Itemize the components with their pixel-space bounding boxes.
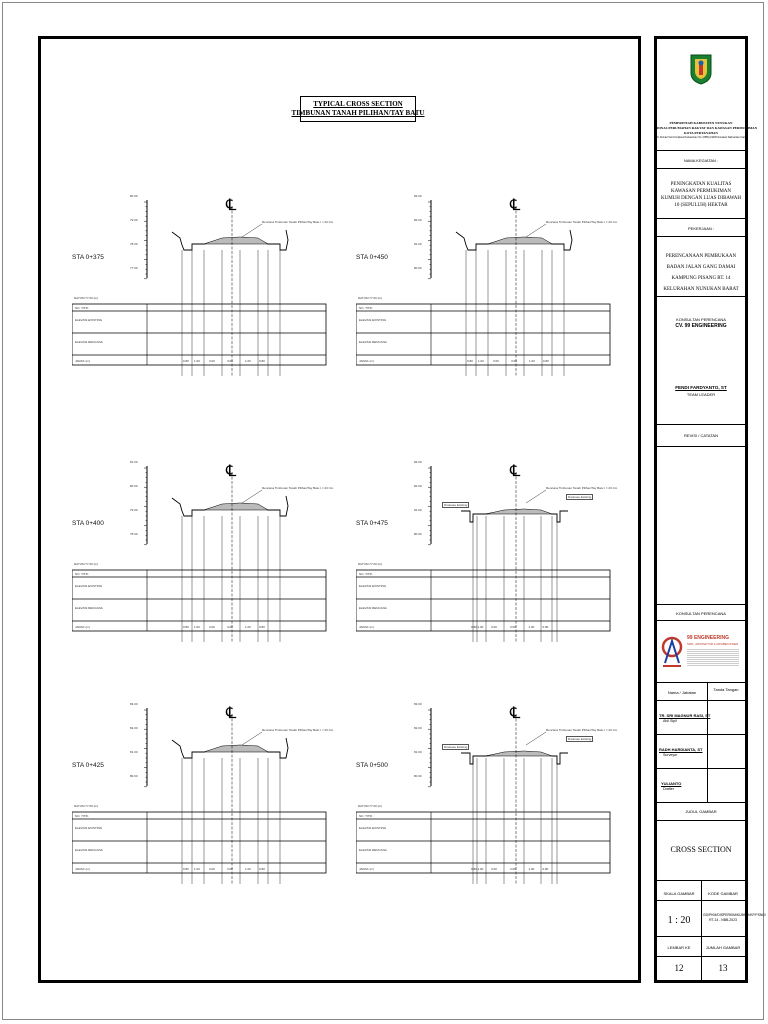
station-label: STA 0+450 [356, 254, 388, 261]
elevation-tick-label: 83.00 [414, 702, 422, 706]
table-row-label: ELEVASI EXISTING [75, 826, 103, 830]
cross-section-6 [356, 700, 618, 886]
consultant-name: CV. 99 ENGINEERING [675, 323, 727, 329]
drainage-label-left: Drainase Existing [444, 745, 468, 749]
elevation-tick-label: 80.00 [414, 774, 422, 778]
distance-value: 0.80 [259, 867, 265, 871]
distance-value: 0.80 [183, 625, 189, 629]
data-table [356, 570, 610, 631]
distance-value: 0.80 [542, 625, 549, 629]
drainage-label-right: Drainase Existing [568, 495, 592, 499]
activity-header: NAMA KEGIATAN : [683, 158, 719, 163]
nama-jabatan: Nama / Jabatan [667, 690, 697, 695]
elevation-tick-label: 83.00 [414, 460, 422, 464]
datum-label: DATUM 77.00 (m) [358, 562, 383, 566]
distance-value: 3.00 [209, 359, 215, 363]
elevation-tick-label: 80.00 [414, 532, 422, 536]
staff-header-cell [657, 683, 745, 701]
activity-text: PENINGKATAN KUALITAS KAWASAN PERMUKIMAN KUMUH DENGAN LUAS DIBAWAH 10 (SEPULUH) HEKTAR [661, 182, 742, 208]
data-table [72, 304, 326, 365]
total-value: 13 [718, 963, 728, 973]
revision-header-cell [657, 425, 745, 447]
org-line4: Jl. Ahmad Yani Kompleks Perkantoran Tel. (0556) 21000 Nunukan Kalimantan Utara [657, 136, 747, 139]
staff-row-3 [657, 769, 745, 803]
distance-value: 3.00 [510, 867, 516, 871]
distance-value: 0.80 [183, 867, 189, 871]
scale-value: 1 : 20 [667, 915, 691, 926]
distance-value: 3.00 [491, 867, 497, 871]
table-row-label: ELEVASI EXISTING [359, 826, 387, 830]
centerline-symbol: ℄ [510, 197, 521, 214]
total-header: JUMLAH GAMBAR [705, 945, 741, 950]
table-row-label: JARAK (m) [75, 359, 90, 363]
fill-layer [204, 237, 268, 244]
table-row-label: ELEVASI RENCANA [75, 606, 103, 610]
fill-note: Rencana Timbunan Tanah Pilihan/Tay Batu t = 20 Cm [262, 728, 334, 732]
elevation-tick-label: 82.00 [414, 726, 422, 730]
leader-name: FENDI FARDYANTO, ST [675, 385, 727, 390]
table-row-label: NO. TITIK [75, 814, 89, 818]
data-table [356, 304, 610, 365]
distance-value: 0.80 [259, 625, 265, 629]
table-row-label: ELEVASI RENCANA [75, 340, 103, 344]
staff-row-2 [657, 735, 745, 769]
logo-sub: SIPIL, ARSITEKTUR & ARSIBEKONSER [687, 642, 739, 646]
staff-name-3: YULIANTO [661, 781, 682, 786]
sheet-header: LEMBAR KE [667, 945, 691, 950]
leader-role: TEAM LEADER [686, 392, 716, 397]
elevation-tick-label: 81.00 [414, 508, 422, 512]
centerline-symbol: ℄ [226, 705, 237, 722]
logo-address-lines [687, 648, 739, 666]
distance-value: 0.80 [471, 867, 477, 871]
distance-value: 3.00 [227, 359, 233, 363]
revision-header: REVISI / CATATAN [684, 433, 718, 438]
table-row-label: ELEVASI RENCANA [359, 340, 387, 344]
table-row-label: NO. TITIK [75, 306, 89, 310]
fill-layer [204, 503, 268, 510]
drawing-title-header-cell [657, 803, 745, 821]
centerline-symbol: ℄ [510, 705, 521, 722]
table-row-label: NO. TITIK [359, 814, 373, 818]
fill-note: Rencana Timbunan Tanah Pilihan/Tay Batu t = 20 Cm [546, 728, 618, 732]
sheet-header-cell [657, 937, 745, 957]
table-row-label: ELEVASI EXISTING [359, 318, 387, 322]
drawing-title: CROSS SECTION [670, 845, 732, 854]
centerline-symbol: ℄ [226, 197, 237, 214]
fill-layer [486, 751, 552, 756]
elevation-tick-label: 80.00 [130, 484, 138, 488]
distance-value: 3.00 [209, 625, 215, 629]
code-value: GD/PKM/DISPERKIM/KUMUH/KP.PSNG/ RT-14 - NBB-2023 [703, 913, 766, 922]
job-cell [657, 237, 745, 297]
distance-value: 3.00 [493, 359, 499, 363]
staff-name-2: RADH HARDIANTA, ST [659, 747, 703, 752]
drawing-title-cell [657, 821, 745, 881]
elevation-tick-label: 81.00 [414, 242, 422, 246]
staff-name-1: TR. SRI MAGNUR RASI, ST [659, 713, 711, 718]
sheet-value: 12 [674, 963, 684, 973]
drainage-label-right: Drainase Existing [568, 737, 592, 741]
consultant-header2: KONSULTAN PERENCANA [676, 611, 726, 616]
table-row-label: ELEVASI EXISTING [75, 318, 103, 322]
org-line3: KOTA PERTANAHAN [684, 131, 718, 135]
station-label: STA 0+375 [72, 254, 104, 261]
table-row-label: JARAK (m) [75, 867, 90, 871]
activity-cell [657, 169, 745, 219]
scale-header: SKALA GAMBAR [663, 891, 695, 896]
station-label: STA 0+500 [356, 762, 388, 769]
elevation-tick-label: 83.00 [414, 194, 422, 198]
scale-code-header-cell [657, 881, 745, 901]
distance-value: 3.00 [491, 625, 497, 629]
elevation-tick-label: 81.00 [130, 750, 138, 754]
data-table [72, 812, 326, 873]
consultant-logo-cell [657, 621, 745, 683]
fill-layer [486, 509, 552, 514]
elevation-tick-label: 82.00 [130, 726, 138, 730]
distance-value: 1.00 [477, 625, 484, 629]
table-row-label: JARAK (m) [75, 625, 90, 629]
datum-label: DATUM 77.00 (m) [74, 804, 99, 808]
distance-value: 1.00 [478, 359, 484, 363]
consultant-label: KONSULTAN PERENCANA [676, 317, 726, 322]
tb-header-cell [657, 39, 758, 151]
elevation-tick-label: 78.00 [130, 242, 138, 246]
data-table [356, 812, 610, 873]
job-text: PERENCANAAN PEMBUKAAN BADAN JALAN GANG DAMAI KAMPUNG PISANG RT. 14 KELURAHAN NUNUKAN BARAT [663, 254, 739, 292]
drawing-title-box [291, 96, 425, 122]
distance-value: 1.00 [528, 625, 535, 629]
distance-value: 3.00 [510, 625, 516, 629]
elevation-tick-label: 82.00 [414, 484, 422, 488]
table-row-label: NO. TITIK [359, 306, 373, 310]
station-label: STA 0+475 [356, 520, 388, 527]
fill-layer [488, 237, 552, 244]
distance-value: 1.00 [194, 359, 200, 363]
table-row-label: JARAK (m) [359, 625, 374, 629]
title-block [654, 36, 766, 983]
consultant-cell [657, 297, 745, 425]
distance-value: 1.00 [194, 867, 200, 871]
datum-label: DATUM 77.00 (m) [358, 804, 383, 808]
elevation-tick-label: 83.00 [130, 702, 138, 706]
distance-value: 0.80 [183, 359, 189, 363]
drawing-title-header: JUDUL GAMBAR [685, 809, 717, 814]
station-label: STA 0+400 [72, 520, 104, 527]
note-leader [242, 490, 262, 503]
elevation-tick-label: 80.00 [130, 194, 138, 198]
elevation-tick-label: 81.00 [414, 750, 422, 754]
distance-value: 3.00 [209, 867, 215, 871]
cross-section-5 [72, 700, 334, 886]
table-row-label: JARAK (m) [359, 359, 374, 363]
engineering-logo-icon [661, 633, 683, 669]
job-header-cell [657, 219, 745, 237]
datum-label: DATUM 77.00 (m) [74, 296, 99, 300]
drawing-title-line2: TIMBUNAN TANAH PILIHAN/TAY BATU [291, 109, 425, 117]
note-leader [242, 224, 262, 237]
note-leader [526, 490, 546, 503]
regency-emblem-icon [689, 53, 713, 85]
fill-note: Rencana Timbunan Tanah Pilihan/Tay Batu t = 20 Cm [546, 220, 618, 224]
datum-label: DATUM 77.00 (m) [358, 296, 383, 300]
sheet-value-cell [657, 957, 745, 980]
elevation-tick-label: 77.00 [130, 266, 138, 270]
table-row-label: ELEVASI EXISTING [359, 584, 387, 588]
distance-value: 0.80 [543, 359, 549, 363]
tanda-tangan: Tanda Tangan [713, 687, 739, 692]
distance-value: 3.00 [511, 359, 517, 363]
scale-code-cell [657, 901, 766, 937]
distance-value: 1.00 [529, 359, 535, 363]
table-row-label: ELEVASI RENCANA [359, 606, 387, 610]
elevation-tick-label: 78.00 [130, 532, 138, 536]
station-label: STA 0+425 [72, 762, 104, 769]
cross-section-2 [356, 192, 618, 378]
distance-value: 3.00 [227, 867, 233, 871]
code-header: KODE GAMBAR [708, 891, 738, 896]
org-line2: DINAS PERUMAHAN RAKYAT DAN KAWASAN PERMUKIMAN [657, 126, 758, 130]
job-header: PEKERJAAN : [687, 226, 714, 231]
staff-row-1 [657, 701, 745, 735]
table-row-label: ELEVASI RENCANA [75, 848, 103, 852]
staff-role-2: Surveyor [663, 753, 678, 757]
distance-value: 1.00 [477, 867, 484, 871]
datum-label: DATUM 77.00 (m) [74, 562, 99, 566]
revision-cell [657, 447, 745, 605]
staff-role-3: Drafter [663, 787, 674, 791]
logo-title: 99 ENGINEERING [687, 635, 729, 641]
distance-value: 1.00 [245, 625, 251, 629]
cross-section-3 [72, 458, 334, 644]
distance-value: 0.80 [542, 867, 549, 871]
elevation-tick-label: 81.00 [130, 460, 138, 464]
elevation-tick-label: 80.00 [130, 774, 138, 778]
data-table [72, 570, 326, 631]
centerline-symbol: ℄ [510, 463, 521, 480]
table-row-label: JARAK (m) [359, 867, 374, 871]
distance-value: 1.00 [194, 625, 200, 629]
table-row-label: ELEVASI RENCANA [359, 848, 387, 852]
org-line1: PEMERINTAH KABUPATEN NUNUKAN [669, 121, 733, 125]
table-row-label: ELEVASI EXISTING [75, 584, 103, 588]
distance-value: 0.80 [259, 359, 265, 363]
cross-section-1 [72, 192, 334, 378]
table-row-label: NO. TITIK [359, 572, 373, 576]
table-row-label: NO. TITIK [75, 572, 89, 576]
drawing-title-line1: TYPICAL CROSS SECTION [313, 100, 403, 108]
centerline-symbol: ℄ [226, 463, 237, 480]
activity-header-cell [657, 151, 745, 169]
distance-value: 1.00 [528, 867, 535, 871]
note-leader [526, 732, 546, 745]
distance-value: 1.00 [245, 359, 251, 363]
elevation-tick-label: 82.00 [414, 218, 422, 222]
distance-value: 0.80 [467, 359, 473, 363]
elevation-tick-label: 79.00 [130, 218, 138, 222]
fill-note: Rencana Timbunan Tanah Pilihan/Tay Batu t = 20 Cm [262, 220, 334, 224]
note-leader [526, 224, 546, 237]
distance-value: 1.00 [245, 867, 251, 871]
cross-section-4 [356, 458, 618, 644]
note-leader [242, 732, 262, 745]
staff-role-1: Ahli Sipil [663, 719, 677, 723]
fill-note: Rencana Timbunan Tanah Pilihan/Tay Batu t = 20 Cm [546, 486, 618, 490]
consultant-header2-cell [657, 605, 745, 621]
drainage-label-left: Drainase Existing [444, 503, 468, 507]
distance-value: 3.00 [227, 625, 233, 629]
fill-note: Rencana Timbunan Tanah Pilihan/Tay Batu t = 20 Cm [262, 486, 334, 490]
elevation-tick-label: 80.00 [414, 266, 422, 270]
distance-value: 0.80 [471, 625, 477, 629]
elevation-tick-label: 79.00 [130, 508, 138, 512]
fill-layer [204, 745, 268, 752]
